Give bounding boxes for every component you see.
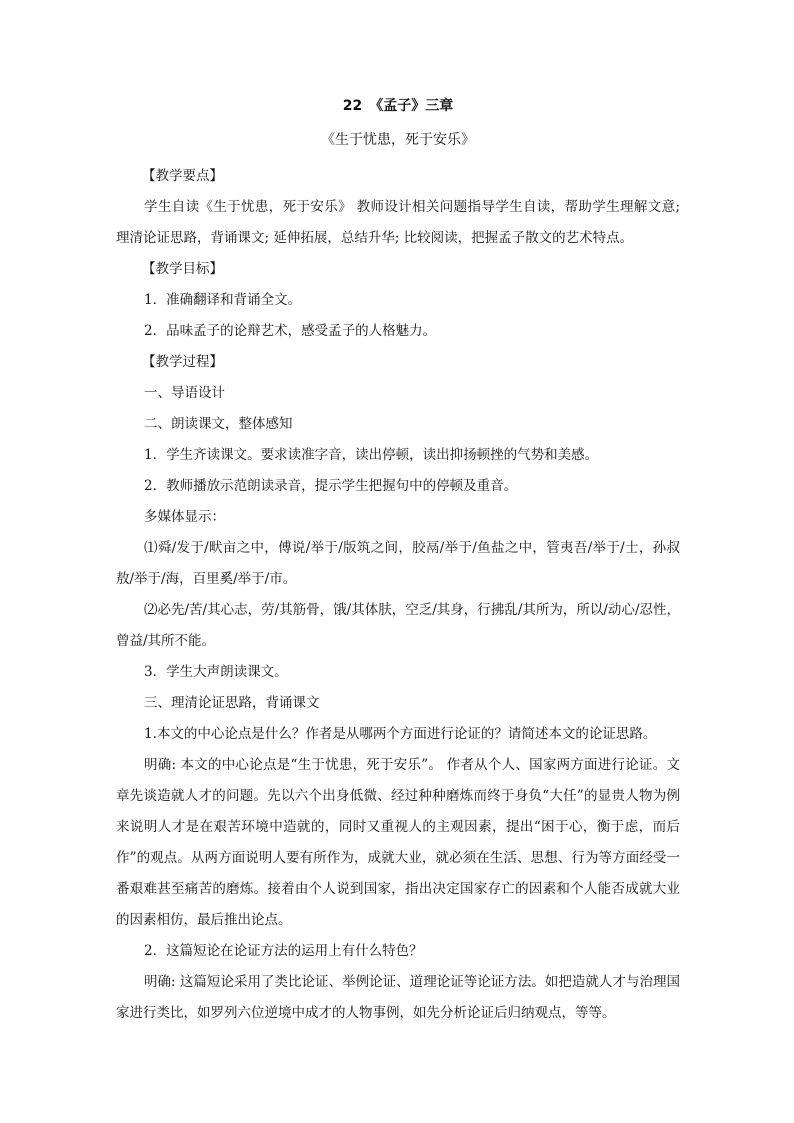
- multimedia-label: 多媒体显示：: [144, 509, 225, 525]
- answer-2: 明确: 这篇短论采用了类比论证、举例论证、道理论证等论证方法。如把造就人才与治理国家进行类比，如罗列六位逆境中成才的人物事例，如先分析论证后归纳观点，等等。: [116, 974, 680, 1021]
- step-2-item-1: 1．学生齐读课文。要求读准字音，读出停顿，读出抑扬顿挫的气势和美感。: [144, 447, 599, 463]
- goals-heading: 【教学目标】: [142, 261, 223, 277]
- process-heading: 【教学过程】: [142, 354, 223, 370]
- key-points-paragraph: 学生自读《生于忧患，死于安乐》 教师设计相关问题指导学生自读，帮助学生理解文意; 理清论证思路，背诵课文; 延伸拓展，总结升华; 比较阅读，把握孟子散文的艺术特点。: [116, 199, 680, 246]
- quote-1: ⑴舜/发于/畎亩之中，傅说/举于/版筑之间，胶鬲/举于/鱼盐之中，管夷吾/举于/士，孙叔敖/举于/海，百里奚/举于/市。: [116, 540, 680, 587]
- step-1-heading: 一、导语设计: [144, 385, 225, 401]
- question-2: 2．这篇短论在论证方法的运用上有什么特色？: [144, 943, 423, 959]
- document-page: [116, 96, 680, 1029]
- document-title: 22 《孟子》三章: [342, 98, 454, 114]
- goal-item-1: 1．准确翻译和背诵全文。: [144, 292, 302, 308]
- step-2-item-3: 3．学生大声朗读课文。: [144, 664, 288, 680]
- answer-1: 明确: 本文的中心论点是“生于忧患，死于安乐”。 作者从个人、国家两方面进行论证。文章先谈造就人才的问题。先以六个出身低微、经过种种磨炼而终于身负“大任”的显贵人物为例来说明人才是在艰苦环境中造就的，同时又重视人的主观因素，提出“困于心，衡于虑，而后作”的观点。从两方面说明人要有所作为，成就大业，就必须在生活、思想、行为等方面经受一番艰难甚至痛苦的磨炼。接着由个人说到国家，指出决定国家存亡的因素和个人能否成就大业的因素相仿，最后推出论点。: [116, 757, 680, 928]
- question-1: 1.本文的中心论点是什么？作者是从哪两个方面进行论证的？请简述本文的论证思路。: [144, 726, 657, 742]
- step-2-item-2: 2．教师播放示范朗读录音，提示学生把握句中的停顿及重音。: [144, 478, 518, 494]
- step-3-heading: 三、理清论证思路，背诵课文: [144, 695, 320, 711]
- goal-item-2: 2．品味孟子的论辩艺术，感受孟子的人格魅力。: [144, 323, 437, 339]
- document-subtitle: 《生于忧患，死于安乐》: [321, 132, 475, 148]
- key-points-heading: 【教学要点】: [142, 168, 223, 184]
- quote-2: ⑵必先/苦/其心志，劳/其筋骨，饿/其体肤，空乏/其身，行拂乱/其所为，所以/动心/忍性，曾益/其所不能。: [116, 602, 680, 649]
- step-2-heading: 二、朗读课文，整体感知: [144, 416, 293, 432]
